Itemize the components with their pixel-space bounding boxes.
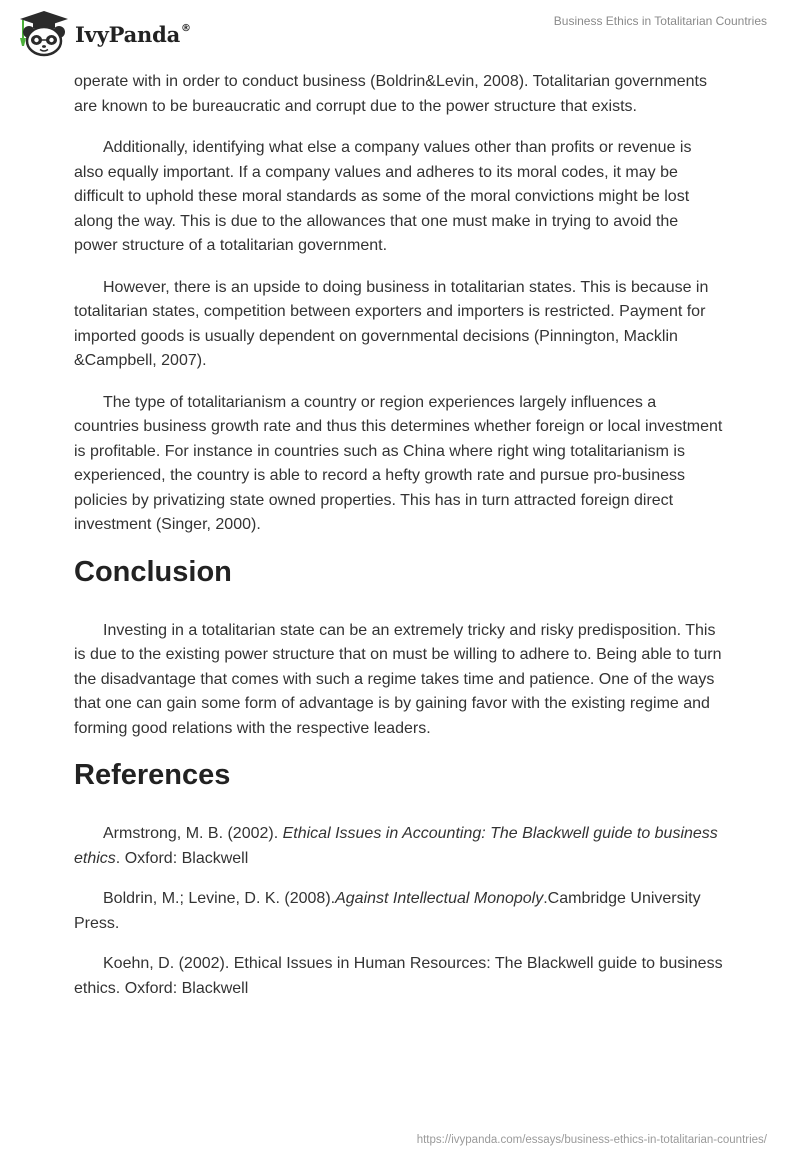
conclusion-heading: Conclusion [74,555,232,588]
conclusion-paragraph: Investing in a totalitarian state can be an extremely tricky and risky predisposition. This is due to the existing power structure that on must be willing to adhere to. Being able to turn the disadvantage that comes with such a regime takes time and patience. One of the ways that one can gain some form of advantage is by gaining favor with the existing regime and forming good relations with the respective leaders. [74,621,722,737]
document-title: Business Ethics in Totalitarian Countries [553,14,767,28]
body-paragraph: The type of totalitarianism a country or region experiences largely influences a countries business growth rate and thus this determines whether foreign or local investment is profitable. For instance in countries such as China where right wing totalitarianism is experienced, the country is able to record a hefty growth rate and pursue pro-business policies by privatizing state owned properties. This has in turn attracted foreign direct investment (Singer, 2000). [74,393,723,533]
panda-graduate-icon [14,8,74,58]
essay-content [74,70,724,1017]
brand-name: IvyPanda® [75,21,191,47]
source-url[interactable]: https://ivypanda.com/essays/business-ethics-in-totalitarian-countries/ [416,1134,767,1146]
reference-entry: Koehn, D. (2002). Ethical Issues in Human Resources: The Blackwell guide to business ethics. Oxford: Blackwell [74,955,723,997]
references-heading: References [74,759,231,791]
body-paragraph: However, there is an upside to doing business in totalitarian states. This is because in totalitarian states, competition between exporters and importers is restricted. Payment for imported goods is usually dependent on governmental decisions (Pinnington, Macklin &Campbell, 2007). [74,278,709,369]
ivypanda-logo[interactable] [14,8,191,58]
reference-entry: Armstrong, M. B. (2002). Ethical Issues in Accounting: The Blackwell guide to business ethics. Oxford: Blackwell [74,825,718,867]
body-paragraph: Additionally, identifying what else a company values other than profits or revenue is also equally important. If a company values and adheres to its moral codes, it may be difficult to uphold these moral standards as some of the moral convictions might be lost along the way. This is due to the allowances that one must make in trying to avoid the power structure of a totalitarian government. [74,139,692,254]
reference-entry: Boldrin, M.; Levine, D. K. (2008).Against Intellectual Monopoly.Cambridge University Press. [74,890,701,932]
reference-title: Against Intellectual Monopoly [335,890,544,907]
body-paragraph: operate with in order to conduct business (Boldrin&Levin, 2008). Totalitarian governments are known to be bureaucratic and corrupt due to the power structure that exists. [74,73,707,115]
reference-title: Ethical Issues in Accounting: The Blackwell guide to business ethics [74,825,718,867]
registered-mark: ® [181,22,191,34]
page-header [0,0,800,64]
